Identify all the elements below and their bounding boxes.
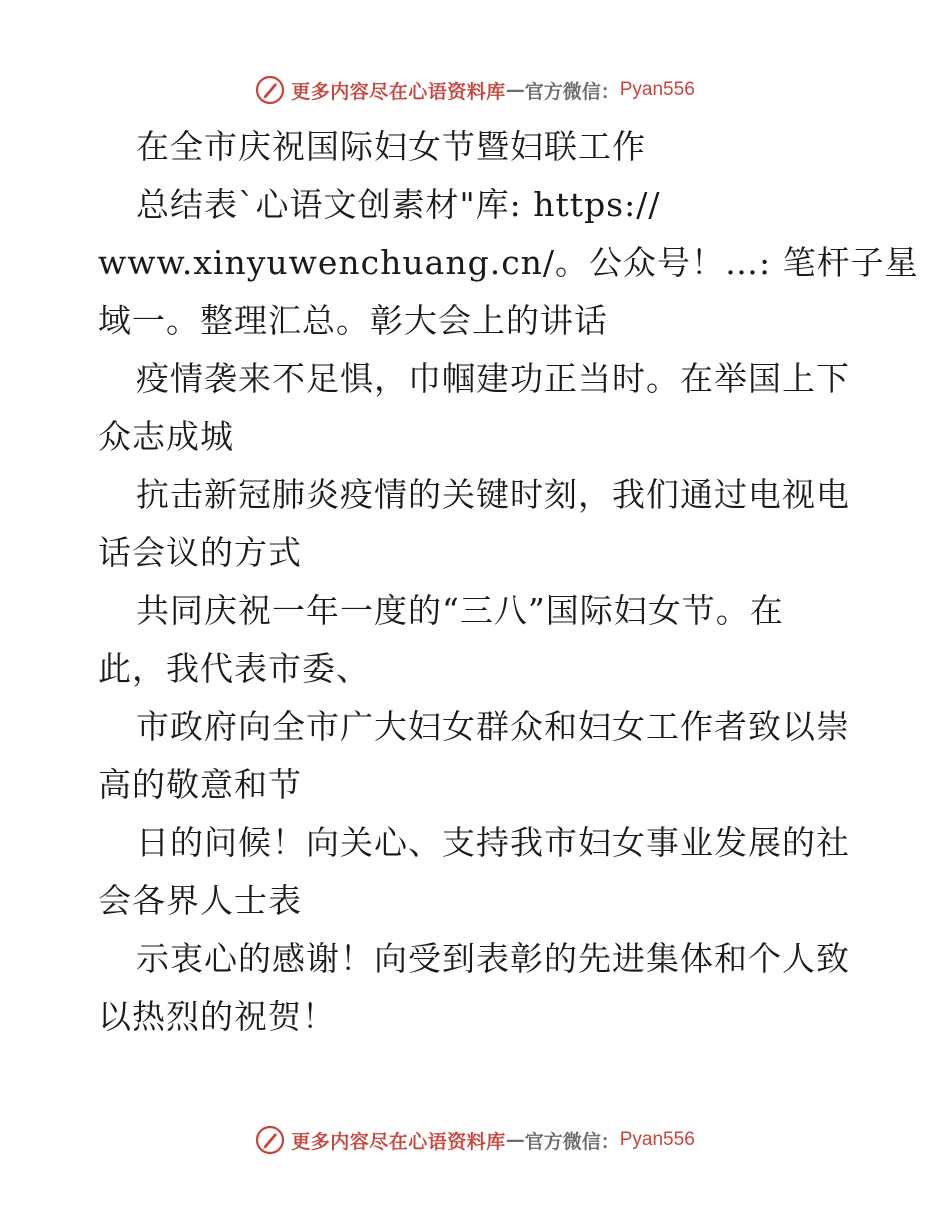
body-line: 示衷心的感谢！向受到表彰的先进集体和个人致 [136,939,850,978]
header-banner [0,70,950,110]
body-line: 共同庆祝一年一度的“三八”国际妇女节。在 [136,591,784,630]
body-line: 高的敬意和节 [98,765,302,804]
body-line: 话会议的方式 [98,533,302,572]
body-line: www.xinyuwenchuang.cn/。公众号！…: 笔杆子星 [98,243,919,282]
banner-slogan: 更多内容尽在心语资料库 [291,80,506,103]
body-line: 以热烈的祝贺！ [98,997,336,1036]
body-line: 市政府向全市广大妇女群众和妇女工作者致以崇 [136,707,850,746]
body-line: 在全市庆祝国际妇女节暨妇联工作 [136,127,646,166]
body-line: 众志成城 [98,417,234,456]
body-line: 总结表`心语文创素材"库: https:// [136,185,661,224]
banner-dash: — [505,1129,525,1151]
document-body [98,118,919,1046]
banner-official-label: 官方微信： [524,1130,620,1153]
banner-account: Pyan556 [619,79,695,100]
footer-banner [0,1120,950,1160]
body-line: 此，我代表市委、 [98,649,370,688]
body-line: 会各界人士表 [98,881,302,920]
body-line: 疫情袭来不足惧，巾帼建功正当时。在举国上下 [136,359,850,398]
banner-account: Pyan556 [619,1129,695,1150]
banner-slogan: 更多内容尽在心语资料库 [291,1130,506,1153]
quill-logo-icon [255,75,285,105]
banner-dash: — [505,79,525,101]
body-line: 抗击新冠肺炎疫情的关键时刻，我们通过电视电 [136,475,850,514]
body-line: 域一。整理汇总。彰大会上的讲话 [98,301,608,340]
body-line: 日的问候！向关心、支持我市妇女事业发展的社 [136,823,850,862]
quill-logo-icon [255,1125,285,1155]
banner-official-label: 官方微信： [524,80,620,103]
